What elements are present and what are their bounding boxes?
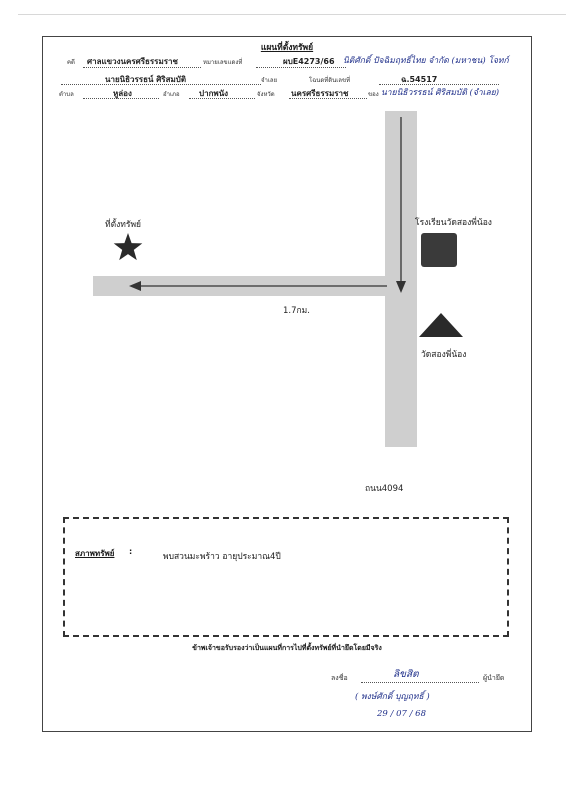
property-condition-label: สภาพทรัพย์: [75, 549, 115, 558]
property-condition-colon: :: [129, 547, 133, 556]
case-label: คดี: [67, 59, 75, 66]
signature: ลิขสิต: [393, 669, 419, 680]
distance-label: 1.7กม.: [283, 306, 310, 316]
black-no: ผบE4273/66: [283, 57, 335, 66]
signature-underline: [361, 682, 479, 683]
province: นครศรีธรรมราช: [291, 89, 349, 98]
temple-triangle-icon: [419, 313, 463, 337]
map-arrows: [43, 37, 531, 507]
seizer-label: ผู้นำยึด: [483, 674, 505, 682]
sign-label: ลงชื่อ: [331, 674, 348, 682]
defendant-label: จำเลย: [261, 77, 278, 84]
document-frame: [42, 36, 532, 732]
deed-label: โฉนดที่ดินเลขที่: [309, 77, 351, 84]
subdistrict: หูล่อง: [113, 89, 132, 98]
owner-name: นายนิธิวรรธน์ ศิริสมบัติ (จำเลย): [381, 88, 500, 98]
deed-number: ฉ.54517: [401, 75, 438, 84]
subdistrict-label: ตำบล: [59, 91, 74, 98]
property-condition-box: [63, 517, 509, 637]
property-location-label: ที่ตั้งทรัพย์: [105, 220, 142, 230]
province-label: จังหวัด: [257, 91, 275, 98]
temple-label: วัดสองพี่น้อง: [421, 350, 467, 360]
black-no-label: หมายเลขแดงที่: [203, 59, 243, 66]
plaintiff: นิติศักดิ์ ปัจฉิมฤทธิ์ไทย จำกัด (มหาชน) โจทก์: [343, 56, 509, 66]
signer-name: ( พงษ์ศักดิ์ บุญฤทธิ์ ): [355, 692, 430, 702]
arrow-down-vertical-road: [396, 117, 406, 293]
arrow-left-horizontal-road: [129, 281, 387, 291]
page-top-rule: [18, 14, 566, 15]
court-name: ศาลแขวงนครศรีธรรมราช: [87, 57, 178, 66]
school-square-icon: [421, 233, 457, 267]
road-number-label: ถนน4094: [365, 484, 404, 494]
owner-label: ของ: [368, 91, 379, 98]
certification-text: ข้าพเจ้าขอรับรองว่าเป็นแผนที่การไปที่ตั้งทรัพย์ที่นำยึดโดยมีจริง: [192, 644, 382, 652]
document-title: แผนที่ตั้งทรัพย์: [260, 43, 314, 53]
school-label: โรงเรียนวัดสองพี่น้อง: [415, 218, 492, 228]
district: ปากพนัง: [199, 89, 229, 98]
property-condition-text: พบสวนมะพร้าว อายุประมาณ4ปี: [163, 552, 281, 562]
district-label: อำเภอ: [163, 91, 180, 98]
defendant-name: นายนิธิวรรธน์ ศิริสมบัติ: [105, 75, 187, 84]
property-star-icon: [114, 233, 143, 260]
signature-date: 29 / 07 / 68: [377, 709, 426, 719]
